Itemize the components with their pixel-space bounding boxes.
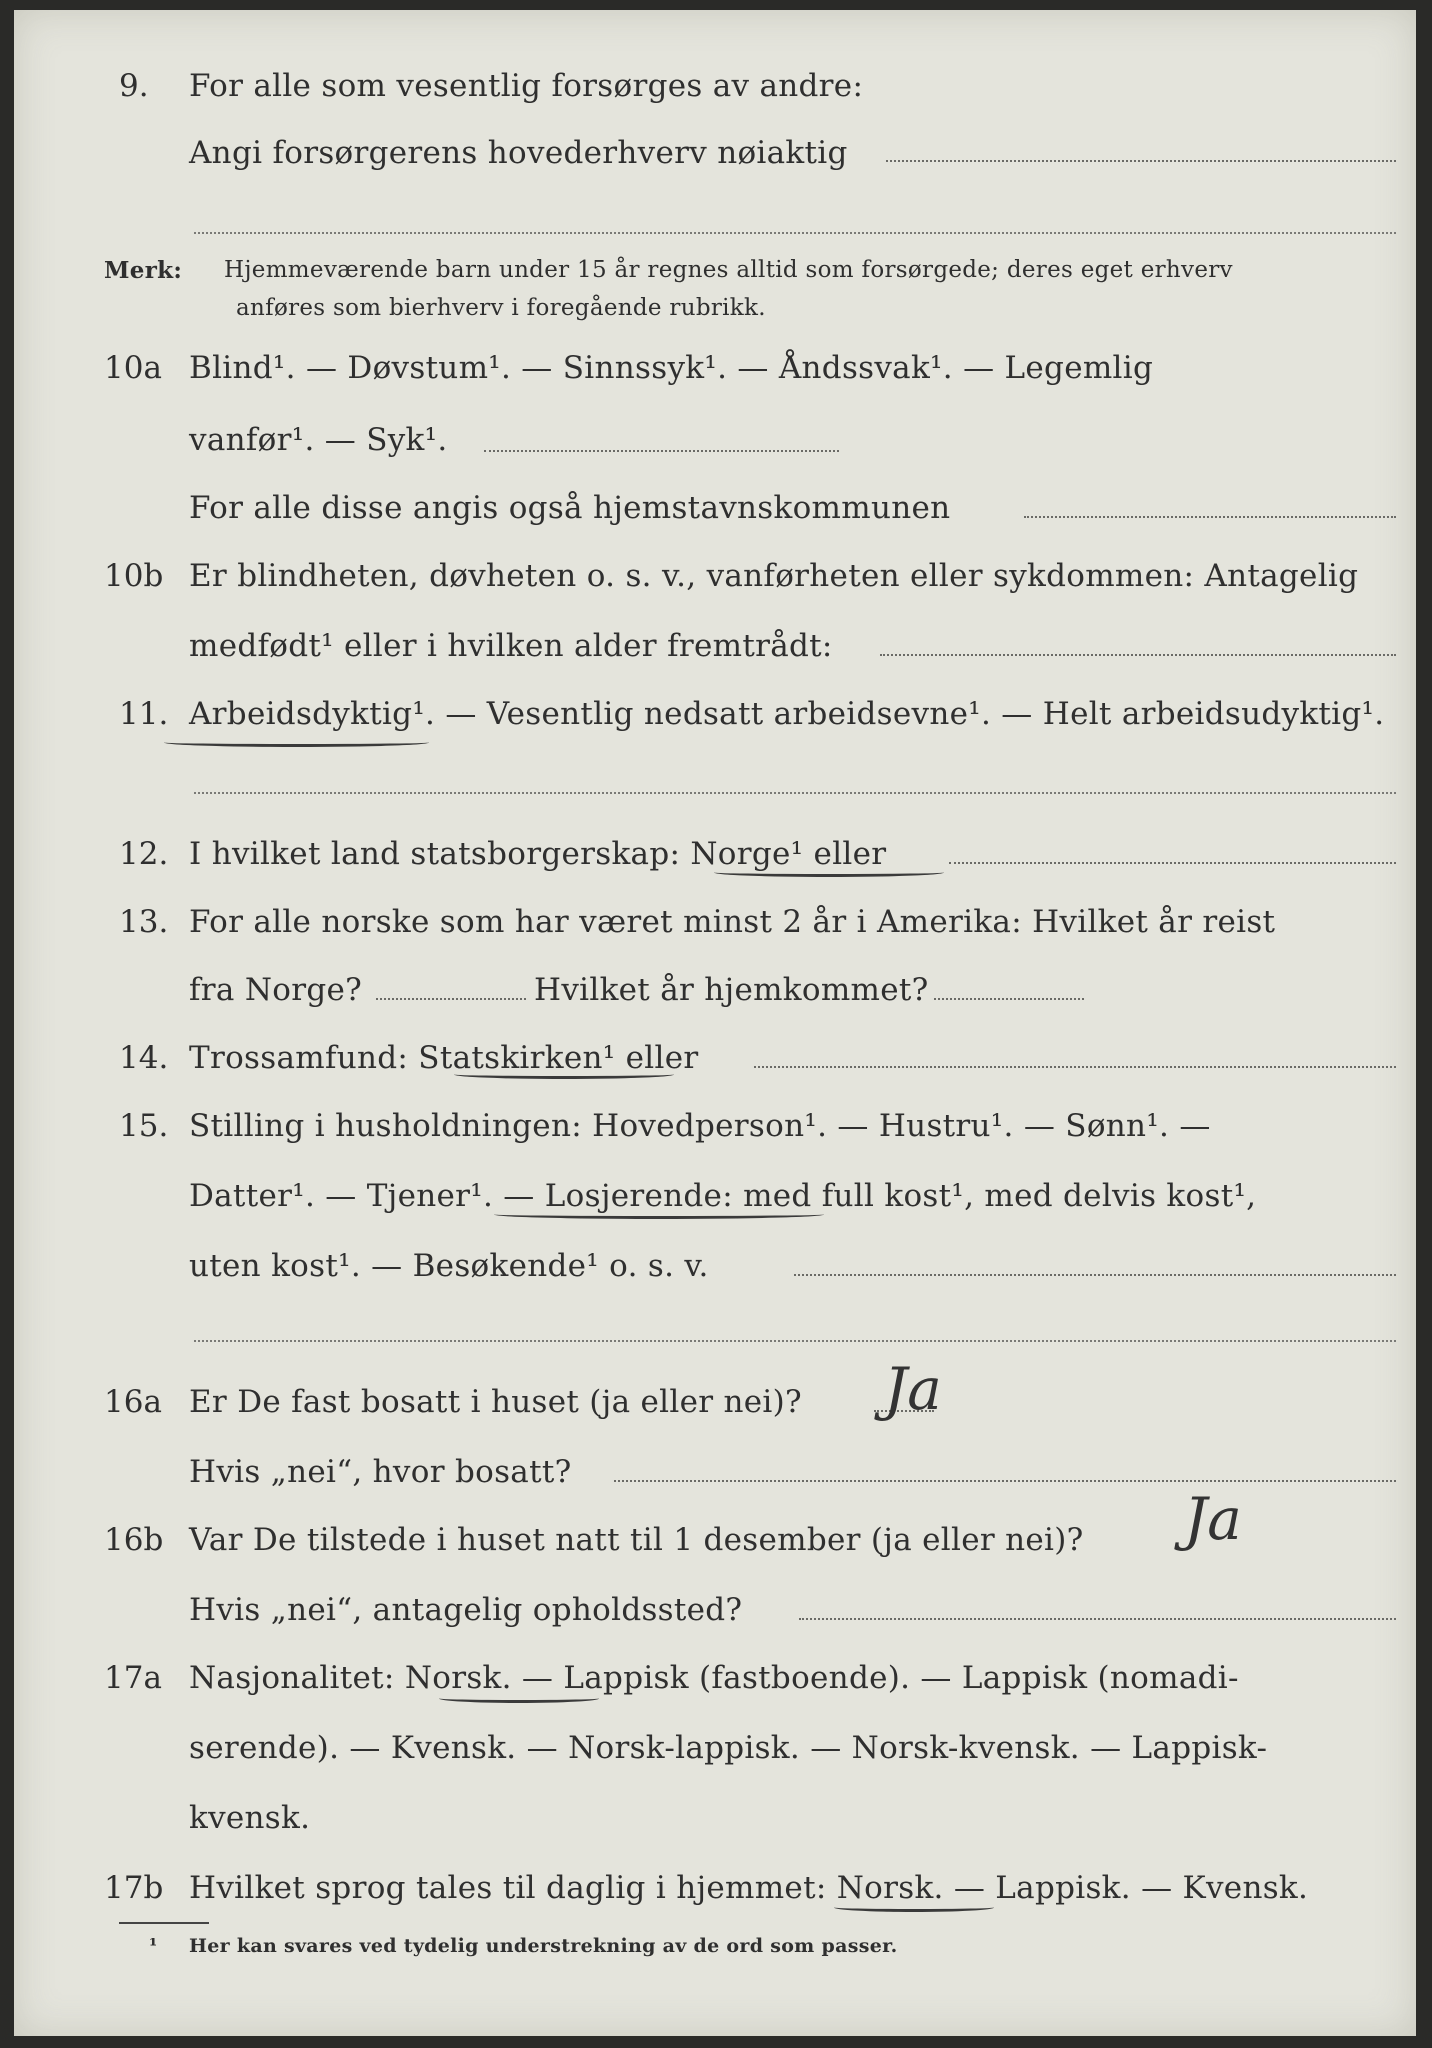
q17b-line1: Hvilket sprog tales til daglig i hjemmet: Norsk. — Lappisk. — Kvensk. xyxy=(189,1870,1309,1906)
footnote-text: Her kan svares ved tydelig understrekning av de ord som passer. xyxy=(189,1935,898,1957)
q12-number: 12. xyxy=(119,836,169,872)
q16a-line2: Hvis „nei“, hvor bosatt? xyxy=(189,1454,572,1490)
q10b-line1: Er blindheten, døvheten o. s. v., vanførheten eller sykdommen: Antagelig xyxy=(189,558,1359,594)
q13-number: 13. xyxy=(119,904,169,940)
q10a-kommune-field[interactable] xyxy=(1024,516,1396,518)
merk-line2: anføres som bierhverv i foregående rubrikk. xyxy=(236,295,766,321)
q10b-age-field[interactable] xyxy=(880,654,1396,656)
q17b-number: 17b xyxy=(104,1870,164,1906)
q10a-line1: Blind¹. — Døvstum¹. — Sinnssyk¹. — Åndssvak¹. — Legemlig xyxy=(189,350,1154,386)
q16b-number: 16b xyxy=(104,1522,164,1558)
q16a-line1: Er De fast bosatt i huset (ja eller nei)? xyxy=(189,1384,802,1420)
q10a-sick-field[interactable] xyxy=(484,450,839,452)
q13-left-field[interactable] xyxy=(376,998,526,1000)
q10a-line2: vanfør¹. — Syk¹. xyxy=(189,422,448,458)
q12-underline-mark xyxy=(714,868,944,877)
q14-underline-mark xyxy=(454,1070,674,1079)
q17a-line2: serende). — Kvensk. — Norsk-lappisk. — Norsk-kvensk. — Lappisk- xyxy=(189,1730,1268,1766)
q15-other-field[interactable] xyxy=(794,1274,1396,1276)
q12-line1: I hvilket land statsborgerskap: Norge¹ eller xyxy=(189,836,887,872)
q14-number: 14. xyxy=(119,1040,169,1076)
q10b-line2: medfødt¹ eller i hvilken alder fremtrådt: xyxy=(189,628,833,664)
q9-line2: Angi forsørgerens hovederhverv nøiaktig xyxy=(189,135,848,171)
q13-return-field[interactable] xyxy=(934,998,1084,1000)
q13-line1: For alle norske som har været minst 2 år i Amerika: Hvilket år reist xyxy=(189,904,1276,940)
q15-line1: Stilling i husholdningen: Hovedperson¹. — Hustru¹. — Sønn¹. — xyxy=(189,1108,1211,1144)
q15-extra-field[interactable] xyxy=(194,1340,1396,1342)
q15-line2: Datter¹. — Tjener¹. — Losjerende: med full kost¹, med delvis kost¹, xyxy=(189,1178,1257,1214)
q16b-line2: Hvis „nei“, antagelig opholdssted? xyxy=(189,1592,743,1628)
q17a-line1: Nasjonalitet: Norsk. — Lappisk (fastboende). — Lappisk (nomadi- xyxy=(189,1660,1239,1696)
q11-number: 11. xyxy=(119,696,169,732)
q10a-number: 10a xyxy=(104,350,162,386)
q17b-underline-mark xyxy=(834,1903,994,1912)
q9-number: 9. xyxy=(119,68,149,104)
q15-number: 15. xyxy=(119,1108,169,1144)
q10a-line3: For alle disse angis også hjemstavnskommunen xyxy=(189,490,951,526)
footnote-mark: ¹ xyxy=(149,1935,158,1957)
q10b-number: 10b xyxy=(104,558,164,594)
q16a-handwritten-answer: Ja xyxy=(884,1355,942,1423)
merk-line1: Hjemmeværende barn under 15 år regnes alltid som forsørgede; deres eget erhverv xyxy=(224,257,1233,283)
merk-label: Merk: xyxy=(104,257,183,284)
q16b-place-field[interactable] xyxy=(799,1618,1396,1620)
q16a-number: 16a xyxy=(104,1384,162,1420)
q14-faith-field[interactable] xyxy=(754,1066,1396,1068)
q13-line2a: fra Norge? xyxy=(189,972,363,1008)
q12-country-field[interactable] xyxy=(949,862,1396,864)
q14-line1: Trossamfund: Statskirken¹ eller xyxy=(189,1040,699,1076)
footnote-rule xyxy=(119,1922,209,1924)
q15-line3: uten kost¹. — Besøkende¹ o. s. v. xyxy=(189,1248,709,1284)
q16b-line1: Var De tilstede i huset natt til 1 desember (ja eller nei)? xyxy=(189,1522,1084,1558)
q13-line2b: Hvilket år hjemkommet? xyxy=(534,972,929,1008)
q16a-where-field[interactable] xyxy=(614,1480,1396,1482)
q17a-number: 17a xyxy=(104,1660,162,1696)
q9-answer-field[interactable] xyxy=(886,160,1396,162)
q11-extra-field[interactable] xyxy=(194,792,1396,794)
q9-line1: For alle som vesentlig forsørges av andre: xyxy=(189,68,864,104)
q11-line1: Arbeidsdyktig¹. — Vesentlig nedsatt arbeidsevne¹. — Helt arbeidsudyktig¹. xyxy=(189,696,1385,732)
q15-underline-mark xyxy=(494,1210,824,1219)
q17a-underline-mark xyxy=(439,1694,599,1703)
q9-extra-field[interactable] xyxy=(194,232,1396,234)
q11-underline-mark xyxy=(164,738,429,747)
q17a-line3: kvensk. xyxy=(189,1800,311,1836)
census-form-page xyxy=(14,10,1416,2036)
q16b-handwritten-answer: Ja xyxy=(1184,1485,1242,1553)
